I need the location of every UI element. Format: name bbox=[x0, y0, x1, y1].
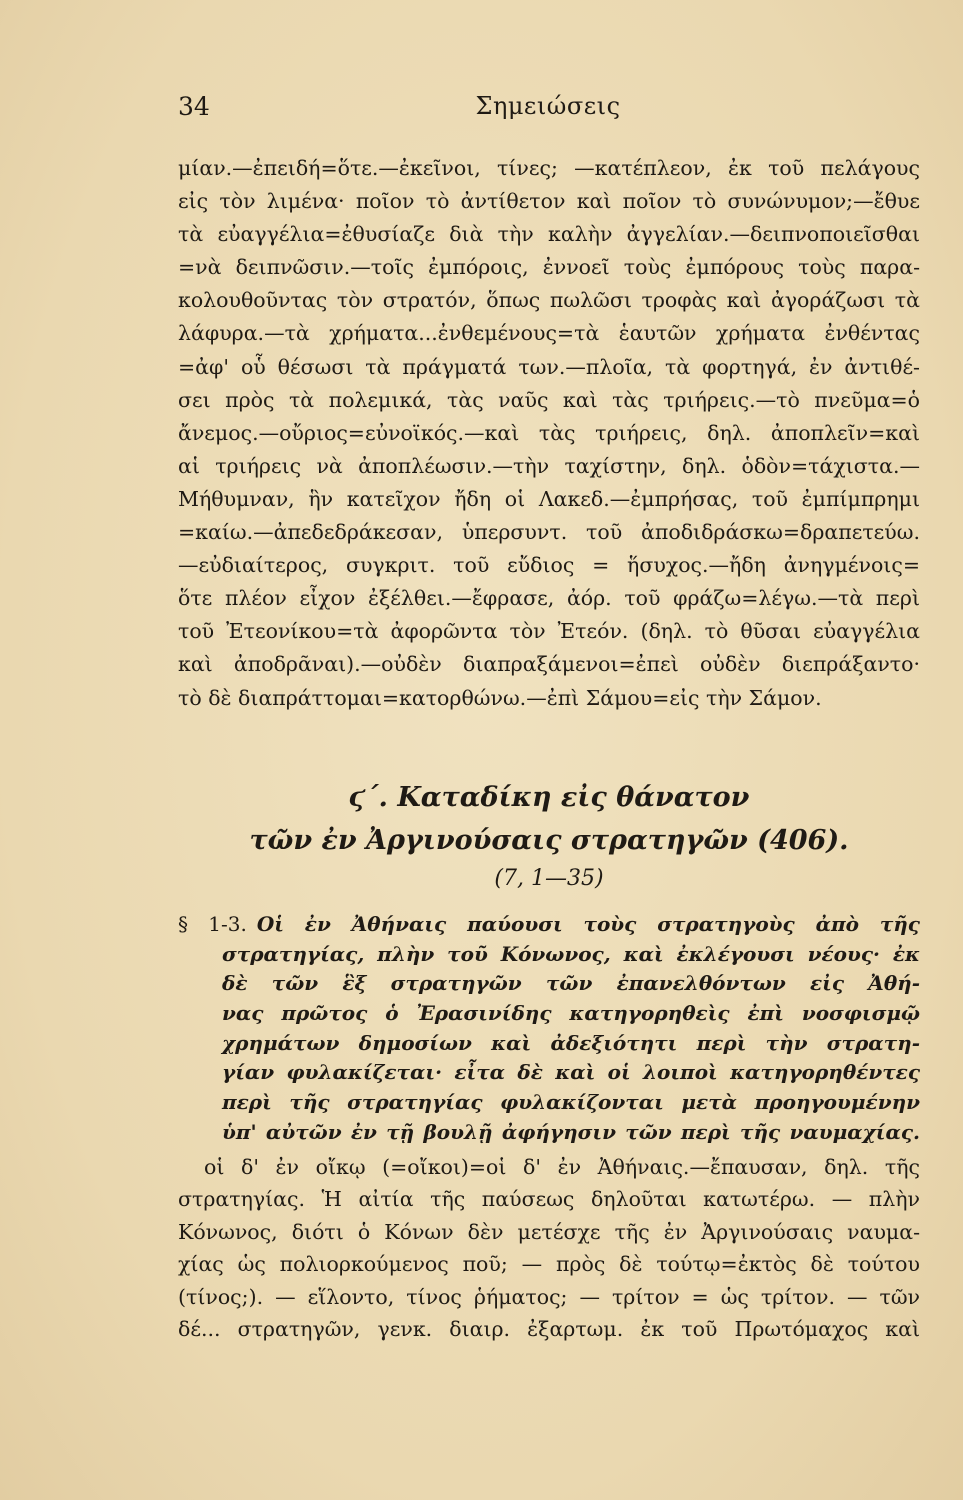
summary-line: δὲ τῶν ἓξ στρατηγῶν τῶν ἐπανελθόντων εἰς Ἀθή- bbox=[222, 971, 920, 996]
text-line: μίαν.—ἐπειδή=ὅτε.—ἐκεῖνοι, τίνες; —κατέπλεον, ἐκ τοῦ πελάγους bbox=[178, 156, 920, 180]
paragraph-mark: § 1-3. bbox=[178, 912, 247, 936]
text-line: καὶ ἀποδρᾶναι).—οὐδὲν διαπραξάμενοι=ἐπεὶ οὐδὲν διεπράξαντο· bbox=[178, 652, 920, 677]
section-summary bbox=[178, 910, 920, 1148]
text-line: τὸ δὲ διαπράττομαι=κατορθώνω.—ἐπὶ Σάμου=εἰς τὴν Σάμον. bbox=[178, 685, 822, 710]
text-line: =νὰ δειπνῶσιν.—τοῖς ἐμπόροις, ἐννοεῖ τοὺς ἐμπόρους τοὺς παρα- bbox=[178, 255, 920, 280]
summary-line: γίαν φυλακίζεται· εἶτα δὲ καὶ οἱ λοιποὶ κατηγορηθέντες bbox=[222, 1060, 920, 1085]
text-line: τοῦ Ἐτεονίκου=τὰ ἀφορῶντα τὸν Ἐτεόν. (δηλ. τὸ θῦσαι εὐαγγέλια bbox=[178, 619, 920, 644]
text-line: ἄνεμος.—οὔριος=εὐνοϊκός.—καὶ τὰς τριήρεις, δηλ. ἀποπλεῖν=καὶ bbox=[178, 420, 920, 445]
text-line: Μήθυμναν, ἣν κατεῖχον ἤδη οἱ Λακεδ.—ἐμπρήσας, τοῦ ἐμπίμπρημι bbox=[178, 486, 920, 511]
summary-line: ὑπ' αὐτῶν ἐν τῇ βουλῇ ἀφήγησιν τῶν περὶ τῆς ναυμαχίας. bbox=[222, 1119, 920, 1144]
text-line: Κόνωνος, διότι ὁ Κόνων δὲν μετέσχε τῆς ἐν Ἀργινούσαις ναυμα- bbox=[178, 1219, 920, 1244]
summary-line-first bbox=[178, 910, 920, 940]
text-line: —εὐδιαίτερος, συγκριτ. τοῦ εὔδιος = ἥσυχος.—ἤδη ἀνηγμένοις= bbox=[178, 553, 920, 578]
section-title-2: τῶν ἐν Ἀργινούσαις στρατηγῶν (406). bbox=[249, 825, 849, 856]
section-heading-line-1 bbox=[178, 776, 920, 819]
summary-text: Οἱ ἐν Ἀθήναις παύουσι τοὺς στρατηγοὺς ἀπὸ τῆς bbox=[256, 912, 920, 936]
text-line: χίας ὡς πολιορκούμενος ποῦ; — πρὸς δὲ τούτῳ=ἐκτὸς δὲ τούτου bbox=[178, 1252, 920, 1277]
text-line: στρατηγίας. Ἡ αἰτία τῆς παύσεως δηλοῦται κατωτέρω. — πλὴν bbox=[178, 1187, 920, 1212]
section-number: ϛ΄. bbox=[348, 782, 388, 813]
summary-line: περὶ τῆς στρατηγίας φυλακίζονται μετὰ προηγουμένην bbox=[222, 1090, 920, 1115]
summary-line: στρατηγίας, πλὴν τοῦ Κόνωνος, καὶ ἐκλέγουσι νέους· ἐκ bbox=[222, 941, 920, 966]
text-line: τὰ εὐαγγέλια=ἐθυσίαζε διὰ τὴν καλὴν ἀγγελίαν.—δειπνοποιεῖσθαι bbox=[178, 222, 920, 247]
running-title: Σημειώσεις bbox=[475, 92, 621, 120]
summary-line: χρημάτων δημοσίων καὶ ἀδεξιότητι περὶ τὴν στρατη- bbox=[222, 1030, 920, 1055]
section-heading bbox=[178, 776, 920, 862]
text-line: αἱ τριήρεις νὰ ἀποπλέωσιν.—τὴν ταχίστην, δηλ. ὁδὸν=τάχιστα.— bbox=[178, 453, 920, 478]
text-line: κολουθοῦντας τὸν στρατόν, ὅπως πωλῶσι τροφὰς καὶ ἀγοράζωσι τὰ bbox=[178, 288, 920, 313]
text-line: οἱ δ' ἐν οἴκῳ (=οἴκοι)=οἱ δ' ἐν Ἀθήναις.—ἔπαυσαν, δηλ. τῆς bbox=[204, 1155, 920, 1179]
text-line: =ἀφ' οὗ θέσωσι τὰ πράγματά των.—πλοῖα, τὰ φορτηγά, ἐν ἀντιθέ- bbox=[178, 354, 920, 379]
text-line: εἰς τὸν λιμένα· ποῖον τὸ ἀντίθετον καὶ ποῖον τὸ συνώνυμον;—ἔθυε bbox=[178, 189, 920, 214]
page-number: 34 bbox=[178, 92, 210, 121]
text-line: =καίω.—ἀπεδεδράκεσαν, ὑπερσυντ. τοῦ ἀποδιδράσκω=δραπετεύω. bbox=[178, 520, 920, 545]
text-line: σει πρὸς τὰ πολεμικά, τὰς ναῦς καὶ τὰς τριήρεις.—τὸ πνεῦμα=ὁ bbox=[178, 387, 920, 412]
notes-paragraph bbox=[178, 152, 920, 715]
text-line: (τίνος;). — εἵλοντο, τίνος ῥήματος; — τρίτον = ὡς τρίτον. — τῶν bbox=[178, 1284, 920, 1309]
text-line: ὅτε πλέον εἶχον ἐξέλθει.—ἔφρασε, ἀόρ. τοῦ φράζω=λέγω.—τὰ περὶ bbox=[178, 586, 920, 611]
page-header bbox=[178, 92, 918, 132]
summary-line: νας πρῶτος ὁ Ἐρασινίδης κατηγορηθεὶς ἐπὶ νοσφισμῷ bbox=[222, 1001, 920, 1026]
text-line: δέ... στρατηγῶν, γενκ. διαιρ. ἐξαρτωμ. ἐκ τοῦ Πρωτόμαχος καὶ bbox=[178, 1316, 920, 1341]
section-title-1: Καταδίκη εἰς θάνατον bbox=[397, 782, 750, 813]
section-reference: (7, 1—35) bbox=[494, 866, 604, 891]
text-line: λάφυρα.—τὰ χρήματα...ἐνθεμένους=τὰ ἑαυτῶν χρήματα ἐνθέντας bbox=[178, 321, 920, 346]
commentary-paragraph bbox=[178, 1151, 920, 1345]
